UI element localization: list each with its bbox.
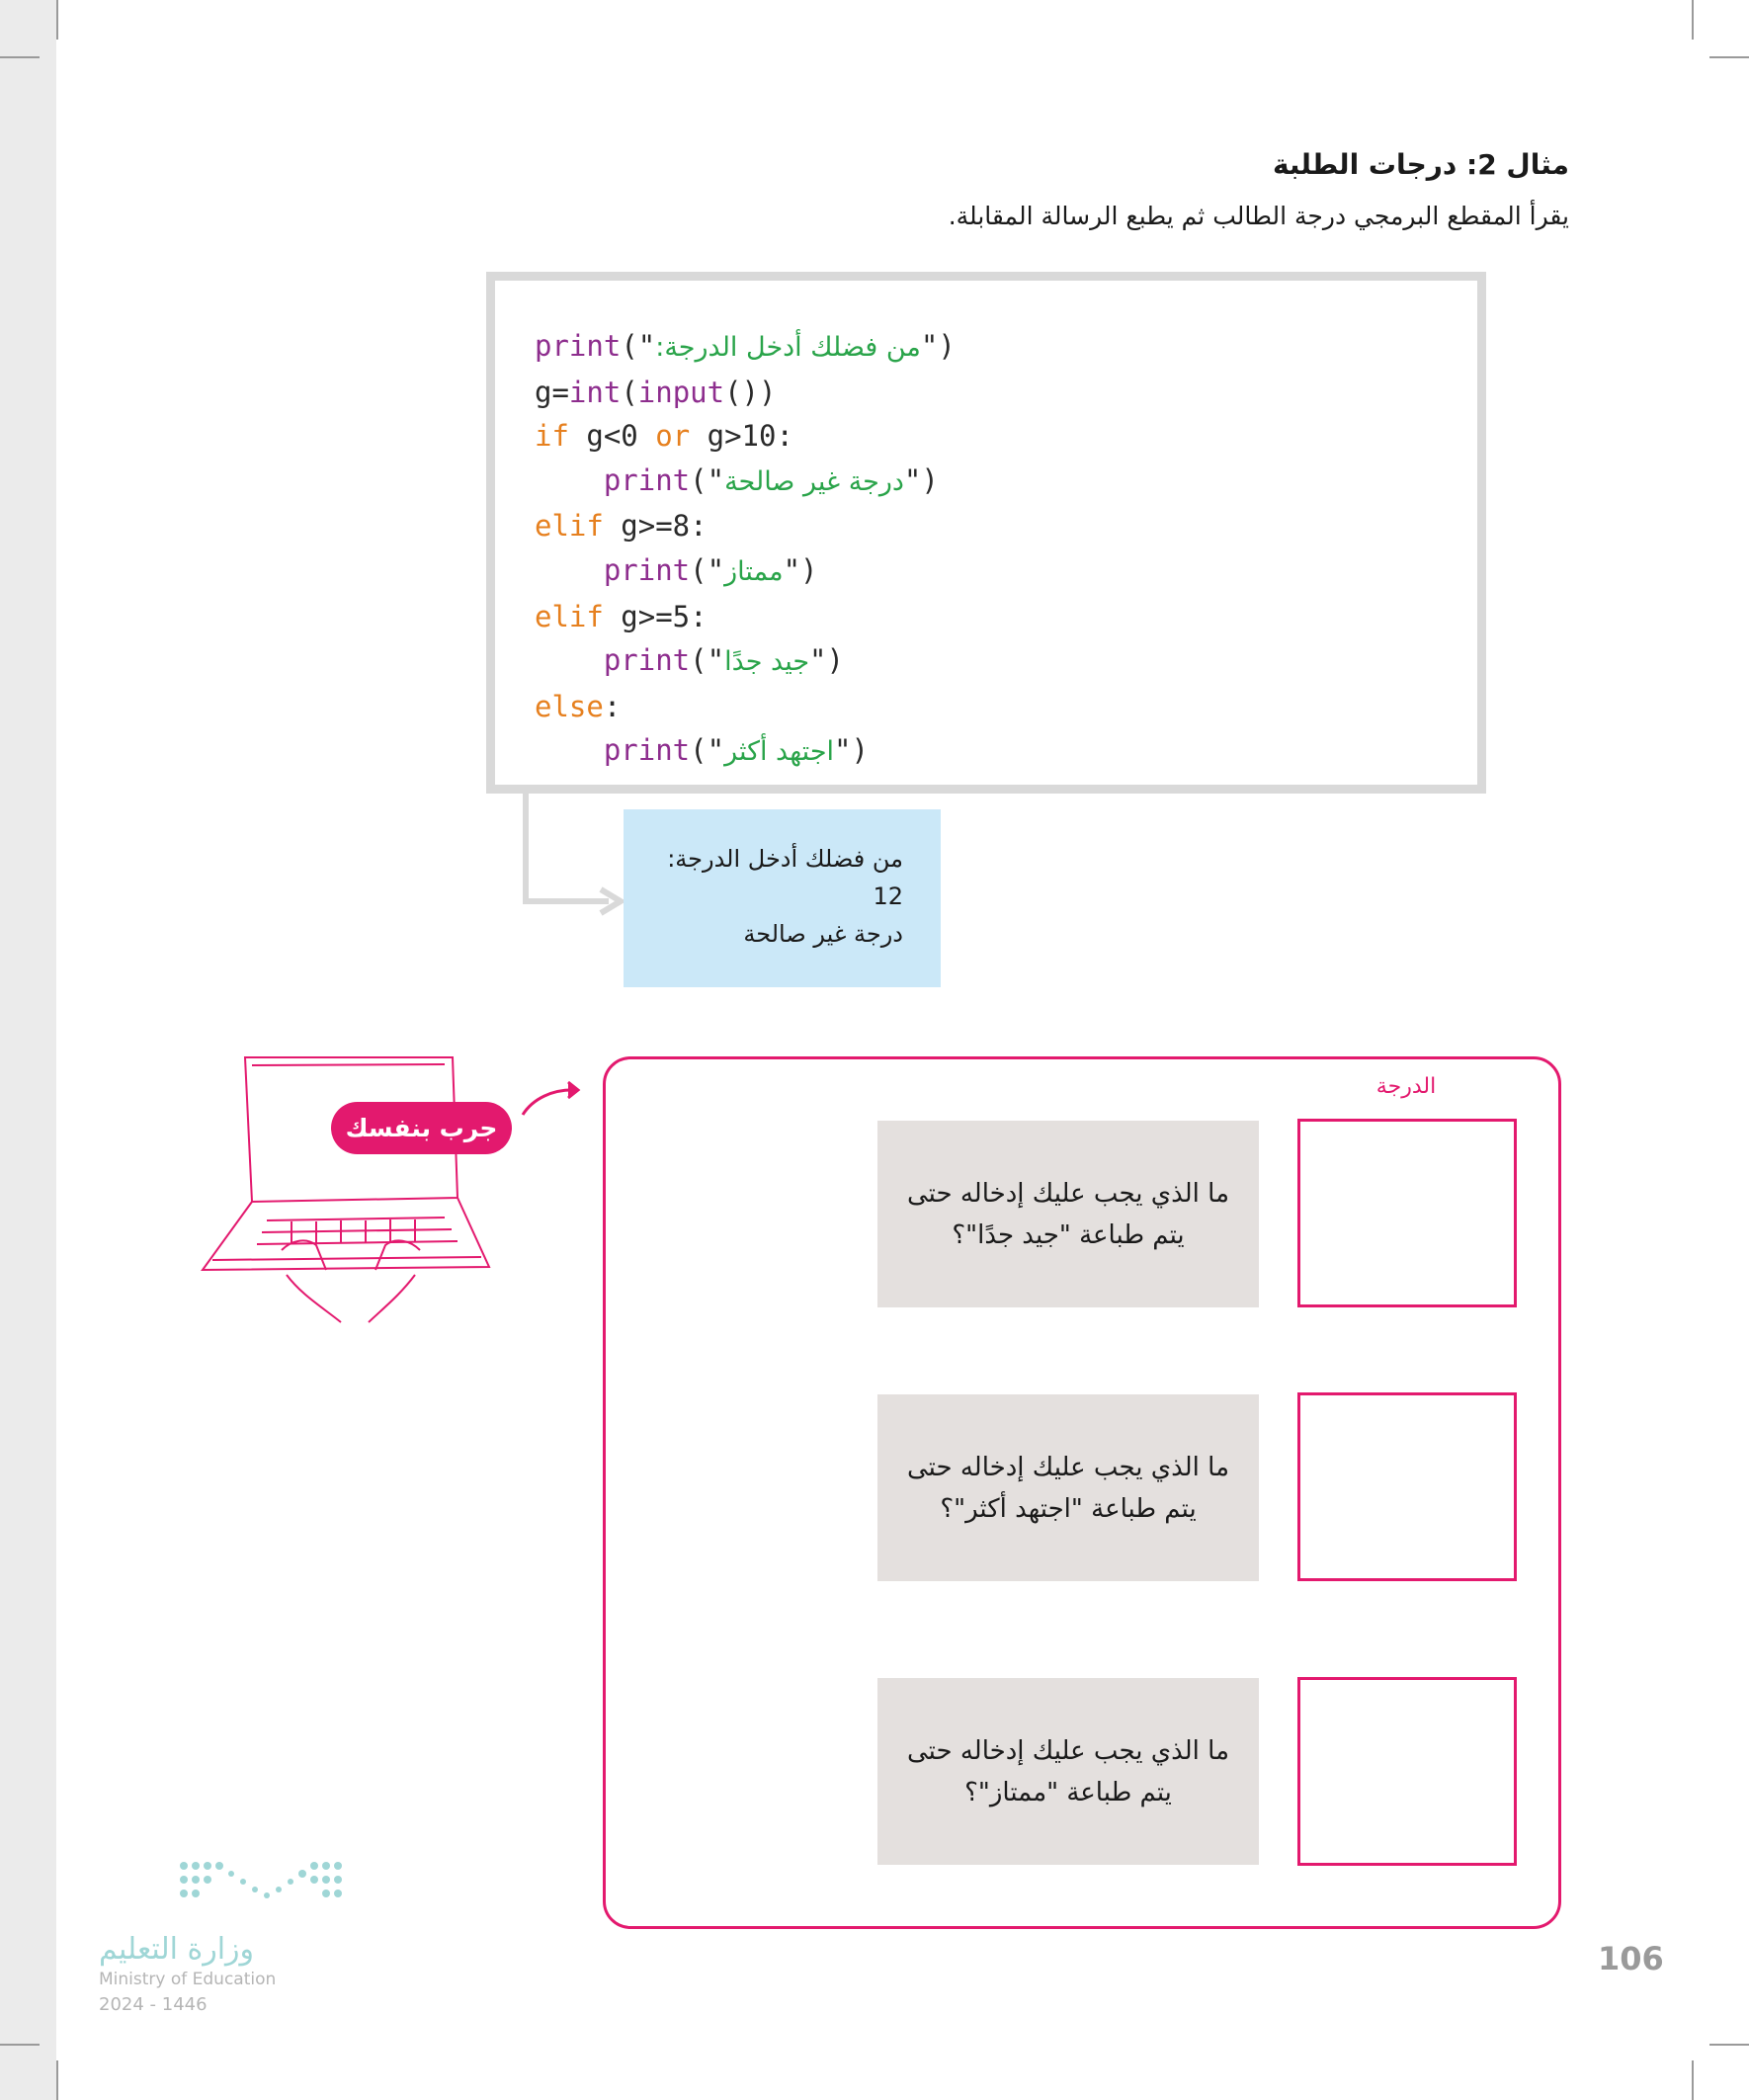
question-line: يتم طباعة "اجتهد أكثر"؟	[940, 1493, 1197, 1524]
code-punct: ")	[920, 329, 956, 363]
code-condition: g>=5:	[603, 599, 708, 633]
code-condition: g>10:	[690, 419, 793, 454]
try-yourself-badge: جرب بنفسك	[331, 1102, 512, 1154]
question-line: يتم طباعة "ممتاز"؟	[964, 1777, 1172, 1807]
question-card	[877, 1121, 1259, 1307]
code-snippet	[535, 324, 956, 775]
code-function: print	[603, 643, 691, 678]
crop-mark	[1709, 2044, 1749, 2046]
grade-column-label: الدرجة	[1375, 1074, 1437, 1099]
code-punct: ("	[690, 552, 725, 587]
crop-mark	[56, 2060, 58, 2100]
code-function: print	[603, 733, 691, 768]
code-punct: ("	[690, 462, 725, 497]
code-punct: :	[603, 689, 622, 723]
crop-mark	[56, 0, 58, 40]
code-keyword: elif	[535, 599, 604, 633]
code-punct: ())	[724, 375, 777, 409]
code-variable: g=	[535, 375, 569, 409]
output-connector-arrow-icon	[514, 791, 632, 919]
crop-mark	[1692, 0, 1694, 40]
ministry-logo-dots-icon	[178, 1860, 351, 1909]
crop-mark	[1709, 56, 1749, 58]
crop-mark	[0, 56, 40, 58]
code-string: ممتاز	[724, 555, 784, 587]
answer-box[interactable]	[1297, 1677, 1517, 1866]
code-punct: ")	[834, 733, 869, 768]
code-condition: g>=8:	[603, 509, 708, 544]
code-keyword: elif	[535, 509, 604, 544]
question-card	[877, 1394, 1259, 1581]
code-snippet-box	[486, 272, 1486, 794]
code-function: print	[603, 462, 691, 497]
code-punct: ("	[621, 329, 656, 363]
code-string: اجتهد أكثر	[724, 736, 835, 768]
question-line: ما الذي يجب عليك إدخاله حتى	[907, 1178, 1229, 1209]
output-input-value: 12	[873, 882, 903, 910]
question-line: ما الذي يجب عليك إدخاله حتى	[907, 1452, 1229, 1482]
code-string: من فضلك أدخل الدرجة:	[655, 332, 921, 363]
example-heading: مثال 2: درجات الطلبة	[1272, 148, 1569, 181]
page-side-strip	[0, 0, 56, 2100]
question-line: يتم طباعة "جيد جدًا"؟	[952, 1219, 1185, 1250]
code-function: int	[568, 375, 622, 409]
code-punct: ("	[690, 733, 725, 768]
code-punct: (	[621, 375, 638, 409]
question-card	[877, 1678, 1259, 1865]
code-function: input	[637, 375, 725, 409]
code-string: درجة غير صالحة	[724, 465, 904, 497]
laptop-typing-illustration-icon	[193, 1048, 509, 1334]
code-punct: ("	[690, 643, 725, 678]
ministry-name-arabic: وزارة التعليم	[99, 1932, 255, 1967]
answer-box[interactable]	[1297, 1392, 1517, 1581]
example-description: يقرأ المقطع البرمجي درجة الطالب ثم يطبع الرسالة المقابلة.	[948, 202, 1569, 230]
code-keyword: or	[655, 419, 691, 454]
code-keyword: else	[535, 689, 604, 723]
curved-arrow-icon	[519, 1079, 588, 1121]
ministry-name-english: Ministry of Education	[99, 1970, 277, 1989]
program-output-box	[624, 809, 941, 987]
output-prompt: من فضلك أدخل الدرجة:	[667, 845, 903, 873]
code-punct: ")	[903, 462, 939, 497]
code-condition: g<0	[568, 419, 656, 454]
code-punct: ")	[783, 552, 818, 587]
code-string: جيد جدًا	[724, 646, 810, 678]
crop-mark	[0, 2044, 40, 2046]
output-result: درجة غير صالحة	[743, 920, 903, 948]
page-number: 106	[1598, 1940, 1664, 1977]
code-function: print	[603, 552, 691, 587]
code-keyword: if	[535, 419, 569, 454]
question-line: ما الذي يجب عليك إدخاله حتى	[907, 1735, 1229, 1766]
answer-box[interactable]	[1297, 1119, 1517, 1307]
code-function: print	[535, 329, 622, 363]
code-punct: ")	[809, 643, 844, 678]
academic-year: 2024 - 1446	[99, 1994, 208, 2015]
crop-mark	[1692, 2060, 1694, 2100]
